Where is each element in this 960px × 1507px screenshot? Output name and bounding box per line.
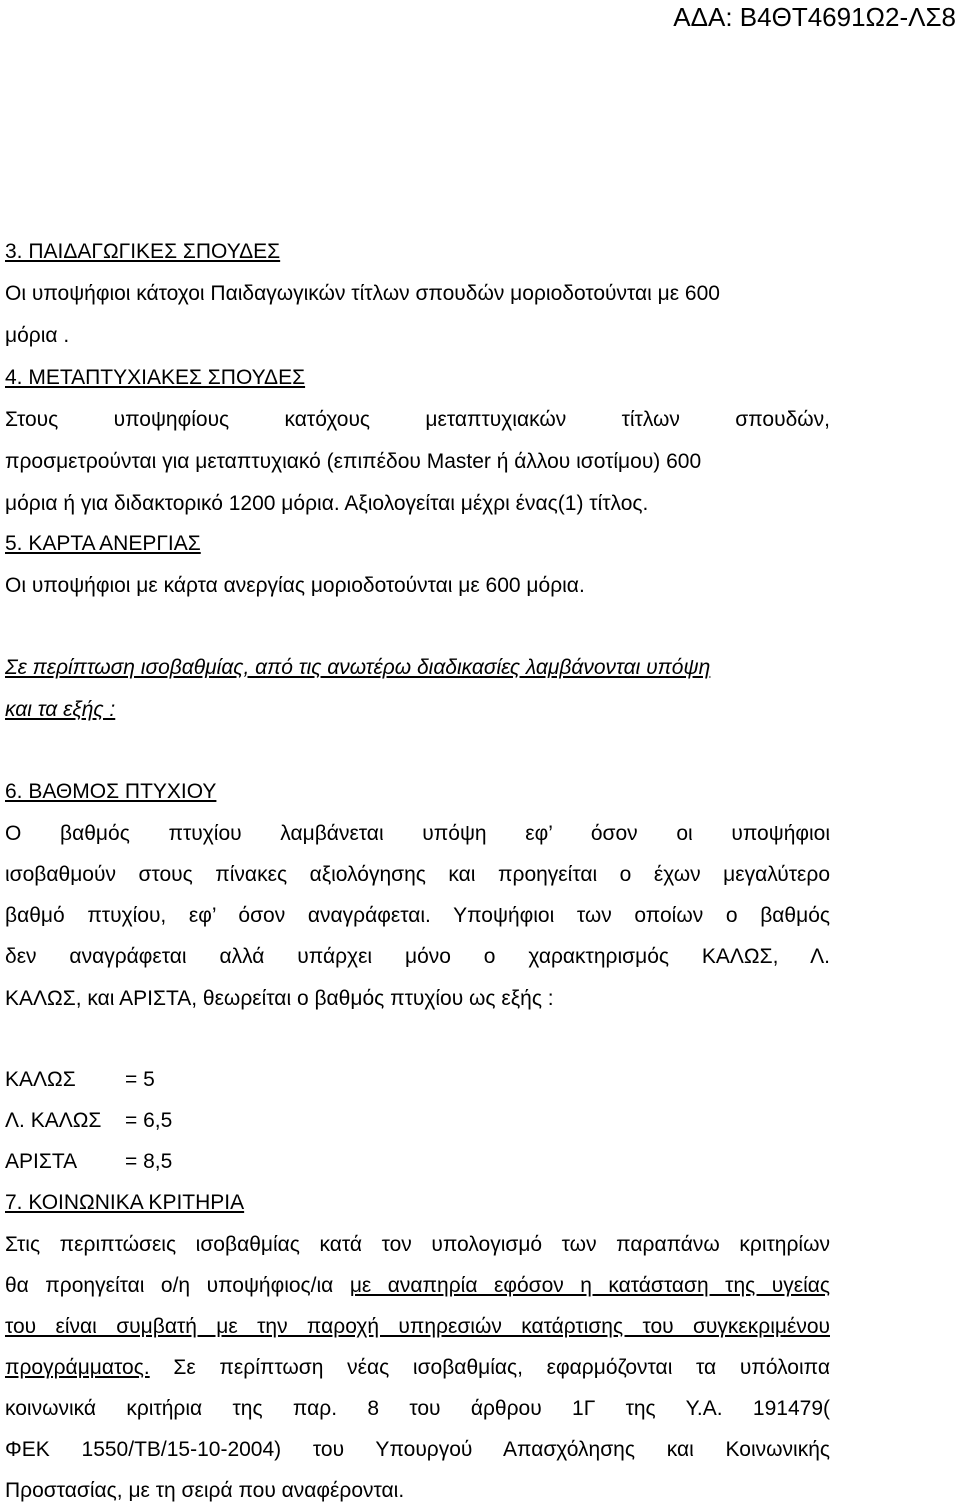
- section-7-text-underlined: προγράμματος.: [5, 1356, 150, 1379]
- section-4-text-line: Στους υποψηφίους κατόχους μεταπτυχιακών τίτλων σπουδών,: [5, 408, 830, 431]
- section-6-text-line: ισοβαθμούν στους πίνακες αξιολόγησης και προηγείται ο έχων μεγαλύτερο: [5, 863, 830, 886]
- grade-label: ΑΡΙΣΤΑ: [5, 1150, 78, 1173]
- grade-value: = 8,5: [125, 1150, 173, 1173]
- section-5-heading: 5. ΚΑΡΤΑ ΑΝΕΡΓΙΑΣ: [5, 532, 201, 555]
- section-6-text-line: ΚΑΛΩΣ, και ΑΡΙΣΤΑ, θεωρείται ο βαθμός πτυχίου ως εξής :: [5, 987, 554, 1010]
- section-7-text-plain: θα προηγείται ο/η υποψήφιος/ια: [5, 1274, 334, 1297]
- section-6-text-line: βαθμό πτυχίου, εφ’ όσον αναγράφεται. Υποψήφιοι των οποίων ο βαθμός: [5, 904, 830, 927]
- section-7-heading: 7. ΚΟΙΝΩΝΙΚΑ ΚΡΙΤΗΡΙΑ: [5, 1191, 245, 1214]
- section-6-heading: 6. ΒΑΘΜΟΣ ΠΤΥΧΙΟΥ: [5, 780, 217, 803]
- section-3-text-line: μόρια .: [5, 324, 70, 347]
- section-3-heading: 3. ΠΑΙΔΑΓΩΓΙΚΕΣ ΣΠΟΥΔΕΣ: [5, 240, 281, 263]
- section-4-text-line: μόρια ή για διδακτορικό 1200 μόρια. Αξιολογείται μέχρι ένας(1) τίτλος.: [5, 492, 649, 515]
- section-6-text-line: Ο βαθμός πτυχίου λαμβάνεται υπόψη εφ’ όσον οι υποψήφιοι: [5, 822, 830, 845]
- section-7-text-plain: Σε περίπτωση νέας ισοβαθμίας, εφαρμόζονται τα υπόλοιπα: [173, 1356, 830, 1379]
- grade-row: [5, 1066, 155, 1094]
- grade-row: [5, 1107, 172, 1135]
- section-7-text-line: κοινωνικά κριτήρια της παρ. 8 του άρθρου 1Γ της Υ.Α. 191479(: [5, 1397, 830, 1420]
- tie-note-line: Σε περίπτωση ισοβαθμίας, από τις ανωτέρω διαδικασίες λαμβάνονται υπόψη: [5, 656, 711, 679]
- section-4-heading: 4. ΜΕΤΑΠΤΥΧΙΑΚΕΣ ΣΠΟΥΔΕΣ: [5, 366, 306, 389]
- grade-value: = 6,5: [125, 1109, 173, 1132]
- section-7-text-line: του είναι συμβατή με την παροχή υπηρεσιών κατάρτισης του συγκεκριμένου: [5, 1315, 830, 1338]
- section-3-text-line: Οι υποψήφιοι κάτοχοι Παιδαγωγικών τίτλων σπουδών μοριοδοτούνται με 600: [5, 282, 720, 305]
- section-7-text-underlined: με αναπηρία εφόσον η κατάσταση της υγείας: [349, 1274, 831, 1297]
- grade-row: [5, 1148, 172, 1176]
- grade-label: Λ. ΚΑΛΩΣ: [5, 1109, 102, 1132]
- grade-label: ΚΑΛΩΣ: [5, 1068, 76, 1091]
- section-5-text-line: Οι υποψήφιοι με κάρτα ανεργίας μοριοδοτούνται με 600 μόρια.: [5, 574, 585, 597]
- ada-code: ΑΔΑ: Β4ΘΤ4691Ω2-ΛΣ8: [673, 2, 956, 32]
- section-6-text-line: δεν αναγράφεται αλλά υπάρχει μόνο ο χαρακτηρισμός ΚΑΛΩΣ, Λ.: [5, 945, 830, 968]
- grade-value: = 5: [125, 1068, 155, 1091]
- section-7-text-line: Προστασίας, με τη σειρά που αναφέρονται.: [5, 1479, 405, 1502]
- tie-note-line: και τα εξής :: [5, 698, 116, 721]
- section-7-text-line: ΦΕΚ 1550/ΤΒ/15-10-2004) του Υπουργού Απασχόλησης και Κοινωνικής: [5, 1438, 830, 1461]
- section-4-text-line: προσμετρούνται για μεταπτυχιακό (επιπέδου Master ή άλλου ισοτίμου) 600: [5, 450, 702, 473]
- section-7-text-line: [5, 1354, 830, 1382]
- section-7-text-line: [5, 1272, 830, 1300]
- section-7-text-line: Στις περιπτώσεις ισοβαθμίας κατά τον υπολογισμό των παραπάνω κριτηρίων: [5, 1233, 830, 1256]
